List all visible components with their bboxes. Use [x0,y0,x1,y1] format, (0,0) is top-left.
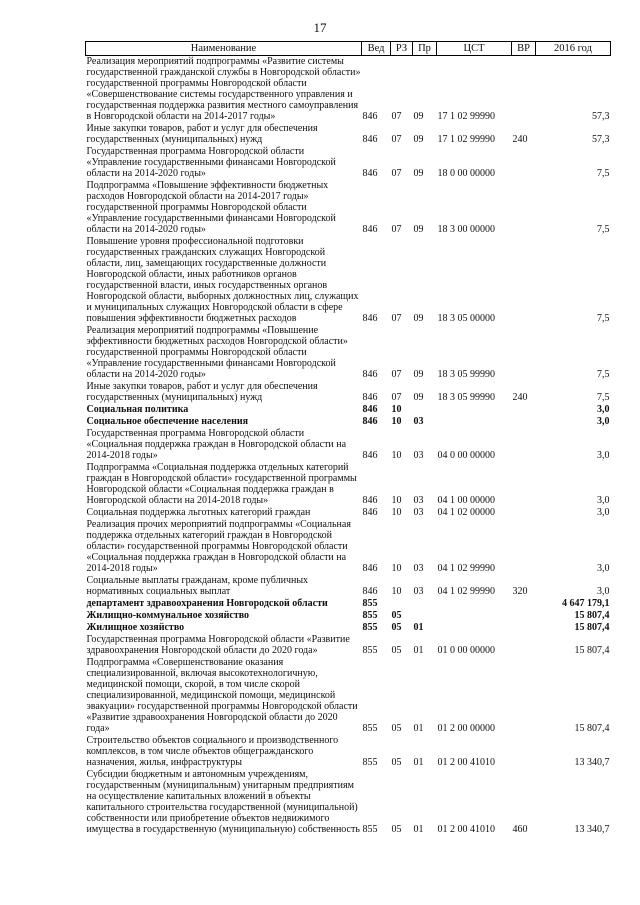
row-ved: 846 [362,134,378,145]
table-body [86,56,611,837]
table-row [86,462,611,507]
row-pr: 03 [413,450,424,461]
row-name: Подпрограмма «Совершенствование оказания специализированной, включая высокотехнологичную, медицинской помощи, скорой, в том числе скорой специализированной, медицинской помощи, медицинской эвакуации» государственной программы Новгородской области «Развитие здравоохранения Новгородской области до 2020 года» [86,657,358,734]
table-row [86,428,611,462]
row-value: 7,5 [597,224,610,235]
row-vr [512,657,536,735]
row-pr: 09 [413,168,424,179]
table-header-row [86,42,611,56]
table-row [86,123,611,146]
row-vr: 460 [512,824,528,835]
page-number: 17 [313,20,327,35]
row-pr: 09 [413,111,424,122]
row-rz: 10 [391,586,402,597]
header-ved: Вед [362,42,391,56]
header-pr: Пр [413,42,437,56]
row-rz: 07 [391,134,402,145]
row-ved: 846 [362,586,378,597]
row-rz: 05 [391,757,402,768]
row-pr: 03 [413,495,424,506]
row-rz: 10 [391,495,402,506]
row-vr [512,507,536,519]
row-cst: 17 1 02 99990 [437,134,495,145]
row-value: 13 340,7 [574,757,610,768]
row-name: Иные закупки товаров, работ и услуг для обеспечения государственных (муниципальных) нужд [86,123,318,145]
table-row [86,519,611,575]
row-rz: 07 [391,313,402,324]
row-rz: 05 [391,824,402,835]
row-pr: 01 [413,723,424,734]
table-row [86,146,611,180]
row-vr [512,56,536,124]
row-cst: 01 2 00 41010 [437,824,495,835]
table-row [86,622,611,634]
row-name: Государственная программа Новгородской области «Управление государственными финансами Новгородской области на 2014-2020 годы» [86,146,336,179]
row-name: Социальное обеспечение населения [86,416,249,427]
row-rz: 05 [391,723,402,734]
row-pr [413,610,437,622]
row-cst: 04 1 00 00000 [437,495,495,506]
header-name: Наименование [86,42,362,56]
row-ved: 846 [362,224,378,235]
row-cst [437,610,512,622]
row-name: Подпрограмма «Социальная поддержка отдельных категорий граждан в Новгородской области» государственной программы Новгородской области «Социальная поддержка граждан в Новгородской области на 2014-2018 годы» [86,462,357,506]
table-row [86,404,611,416]
row-ved: 846 [362,168,378,179]
row-value: 15 807,4 [574,610,610,621]
row-vr [512,610,536,622]
row-vr [512,236,536,325]
row-vr [512,735,536,769]
row-name: Реализация мероприятий подпрограммы «Развитие системы государственной гражданской службы в Новгородской области» государственной программы Новгородской области «Совершенствование системы государственного управления и государственная поддержка развития местного самоуправления в Новгородской области на 2014-2017 годы» [86,56,361,122]
row-vr [512,462,536,507]
row-cst: 17 1 02 99990 [437,111,495,122]
table-row [86,56,611,124]
table-row [86,575,611,598]
row-vr [512,622,536,634]
row-vr [512,180,536,236]
row-cst: 01 2 00 00000 [437,723,495,734]
row-value: 15 807,4 [574,622,610,633]
row-ved: 846 [362,416,378,427]
row-value: 3,0 [597,495,610,506]
row-pr: 09 [413,392,424,403]
row-vr: 240 [512,134,528,145]
row-name: Государственная программа Новгородской области «Социальная поддержка граждан в Новгородской области на 2014-2018 годы» [86,428,347,461]
row-name: Социальные выплаты гражданам, кроме публичных нормативных социальных выплат [86,575,309,597]
row-name: Жилищное хозяйство [86,622,185,633]
row-value: 3,0 [597,563,610,574]
row-ved: 846 [362,111,378,122]
table-row [86,381,611,404]
row-value: 7,5 [597,392,610,403]
row-rz: 10 [391,563,402,574]
table-row [86,598,611,610]
table-row [86,325,611,381]
row-rz: 10 [391,507,402,518]
row-ved: 855 [362,723,378,734]
row-pr [413,404,437,416]
row-pr: 03 [413,416,424,427]
row-vr: 320 [512,586,528,597]
row-rz: 07 [391,111,402,122]
row-name: Строительство объектов социального и производственного комплексов, в том числе объектов общегражданского назначения, жилья, инфраструктуры [86,735,339,768]
budget-table [85,41,611,836]
row-ved: 846 [362,450,378,461]
table-row [86,634,611,657]
row-cst: 04 0 00 00000 [437,450,495,461]
table-row [86,769,611,836]
row-ved: 855 [362,610,378,621]
row-value: 3,0 [597,450,610,461]
row-value: 3,0 [597,507,610,518]
table-row [86,236,611,325]
row-value: 15 807,4 [574,723,610,734]
row-cst: 18 3 00 00000 [437,224,495,235]
row-value: 15 807,4 [574,645,610,656]
row-rz: 05 [391,645,402,656]
row-pr: 09 [413,134,424,145]
row-vr: 240 [512,392,528,403]
row-pr: 01 [413,645,424,656]
row-cst: 18 3 05 00000 [437,313,495,324]
header-year: 2016 год [536,42,611,56]
row-cst [437,622,512,634]
row-cst [437,416,512,428]
row-name: Государственная программа Новгородской области «Развитие здравоохранения Новгородской области до 2020 года» [86,634,350,656]
row-ved: 855 [362,645,378,656]
header-cst: ЦСТ [437,42,512,56]
row-rz: 07 [391,392,402,403]
row-cst: 18 3 05 99990 [437,392,495,403]
row-ved: 846 [362,369,378,380]
row-cst [437,404,512,416]
row-value: 4 647 179,1 [562,598,610,609]
row-cst: 18 0 00 00000 [437,168,495,179]
row-pr: 09 [413,224,424,235]
row-name: Социальная поддержка льготных категорий граждан [86,507,311,518]
row-ved: 855 [362,598,378,609]
row-pr: 03 [413,563,424,574]
row-pr: 09 [413,369,424,380]
row-rz: 10 [391,404,402,415]
row-pr: 01 [413,622,424,633]
row-name: Иные закупки товаров, работ и услуг для обеспечения государственных (муниципальных) нужд [86,381,318,403]
row-ved: 855 [362,622,378,633]
row-name: Реализация мероприятий подпрограммы «Повышение эффективности бюджетных расходов Новгородской области» государственной программы Новгородской области «Управление государственными финансами Новгородской области на 2014-2020 годы» [86,325,348,380]
row-value: 57,3 [592,134,610,145]
row-vr [512,598,536,610]
row-cst: 04 1 02 00000 [437,507,495,518]
row-rz: 07 [391,369,402,380]
row-cst: 18 3 05 99990 [437,369,495,380]
row-vr [512,325,536,381]
row-rz: 10 [391,416,402,427]
row-vr [512,428,536,462]
row-ved: 846 [362,507,378,518]
table-row [86,416,611,428]
row-cst: 01 2 00 41010 [437,757,495,768]
row-rz: 05 [391,610,402,621]
row-pr: 01 [413,824,424,835]
row-ved: 846 [362,392,378,403]
row-ved: 846 [362,563,378,574]
row-name: Субсидии бюджетным и автономным учреждениям, государственным (муниципальным) унитарным предприятиям на осуществление капитальных вложений в объекты капитального строительства государственной (муниципальной) собственности или приобретение объектов недвижимого имущества в государственную (муниципальную) собственность [86,769,360,835]
row-pr: 03 [413,586,424,597]
row-pr: 01 [413,757,424,768]
row-ved: 855 [362,757,378,768]
row-name: Реализация прочих мероприятий подпрограммы «Социальная поддержка отдельных категорий граждан в Новгородской области» государственной программы Новгородской области «Социальная поддержка граждан в Новгородской области на 2014-2018 годы» [86,519,351,574]
row-ved: 855 [362,824,378,835]
row-vr [512,634,536,657]
row-ved: 846 [362,495,378,506]
table-row [86,657,611,735]
row-ved: 846 [362,404,378,415]
row-name: департамент здравоохранения Новгородской области [86,598,328,609]
row-vr [512,416,536,428]
row-name: Повышение уровня профессиональной подготовки государственных гражданских служащих Новгородской области, лиц, замещающих государственные должности Новгородской области, иных работников органов государственной власти, иных государственных органов Новгородской области, выборных должностных лиц, служащих и муниципальных служащих Новгородской области в сфере повышения эффективности бюджетных расходов [86,236,359,324]
row-rz: 05 [391,622,402,633]
row-value: 3,0 [597,416,610,427]
row-vr [512,519,536,575]
table-row [86,507,611,519]
row-cst: 04 1 02 99990 [437,586,495,597]
row-pr [413,598,437,610]
row-cst [437,598,512,610]
row-pr: 03 [413,507,424,518]
header-rz: РЗ [391,42,413,56]
header-vr: ВР [512,42,536,56]
row-rz: 10 [391,450,402,461]
row-vr [512,404,536,416]
row-rz [391,598,413,610]
row-rz: 07 [391,168,402,179]
row-name: Жилищно-коммунальное хозяйство [86,610,250,621]
table-row [86,735,611,769]
row-value: 57,3 [592,111,610,122]
row-value: 7,5 [597,168,610,179]
row-vr [512,146,536,180]
row-rz: 07 [391,224,402,235]
row-value: 3,0 [597,404,610,415]
row-value: 7,5 [597,313,610,324]
row-cst: 01 0 00 00000 [437,645,495,656]
row-value: 3,0 [597,586,610,597]
row-name: Подпрограмма «Повышение эффективности бюджетных расходов Новгородской области на 2014-2017 годы» государственной программы Новгородской области «Управление государственными финансами Новгородской области на 2014-2020 годы» [86,180,336,235]
row-value: 13 340,7 [574,824,610,835]
row-cst: 04 1 02 99990 [437,563,495,574]
table-row [86,180,611,236]
row-ved: 846 [362,313,378,324]
row-value: 7,5 [597,369,610,380]
row-name: Социальная политика [86,404,189,415]
row-pr: 09 [413,313,424,324]
table-row [86,610,611,622]
